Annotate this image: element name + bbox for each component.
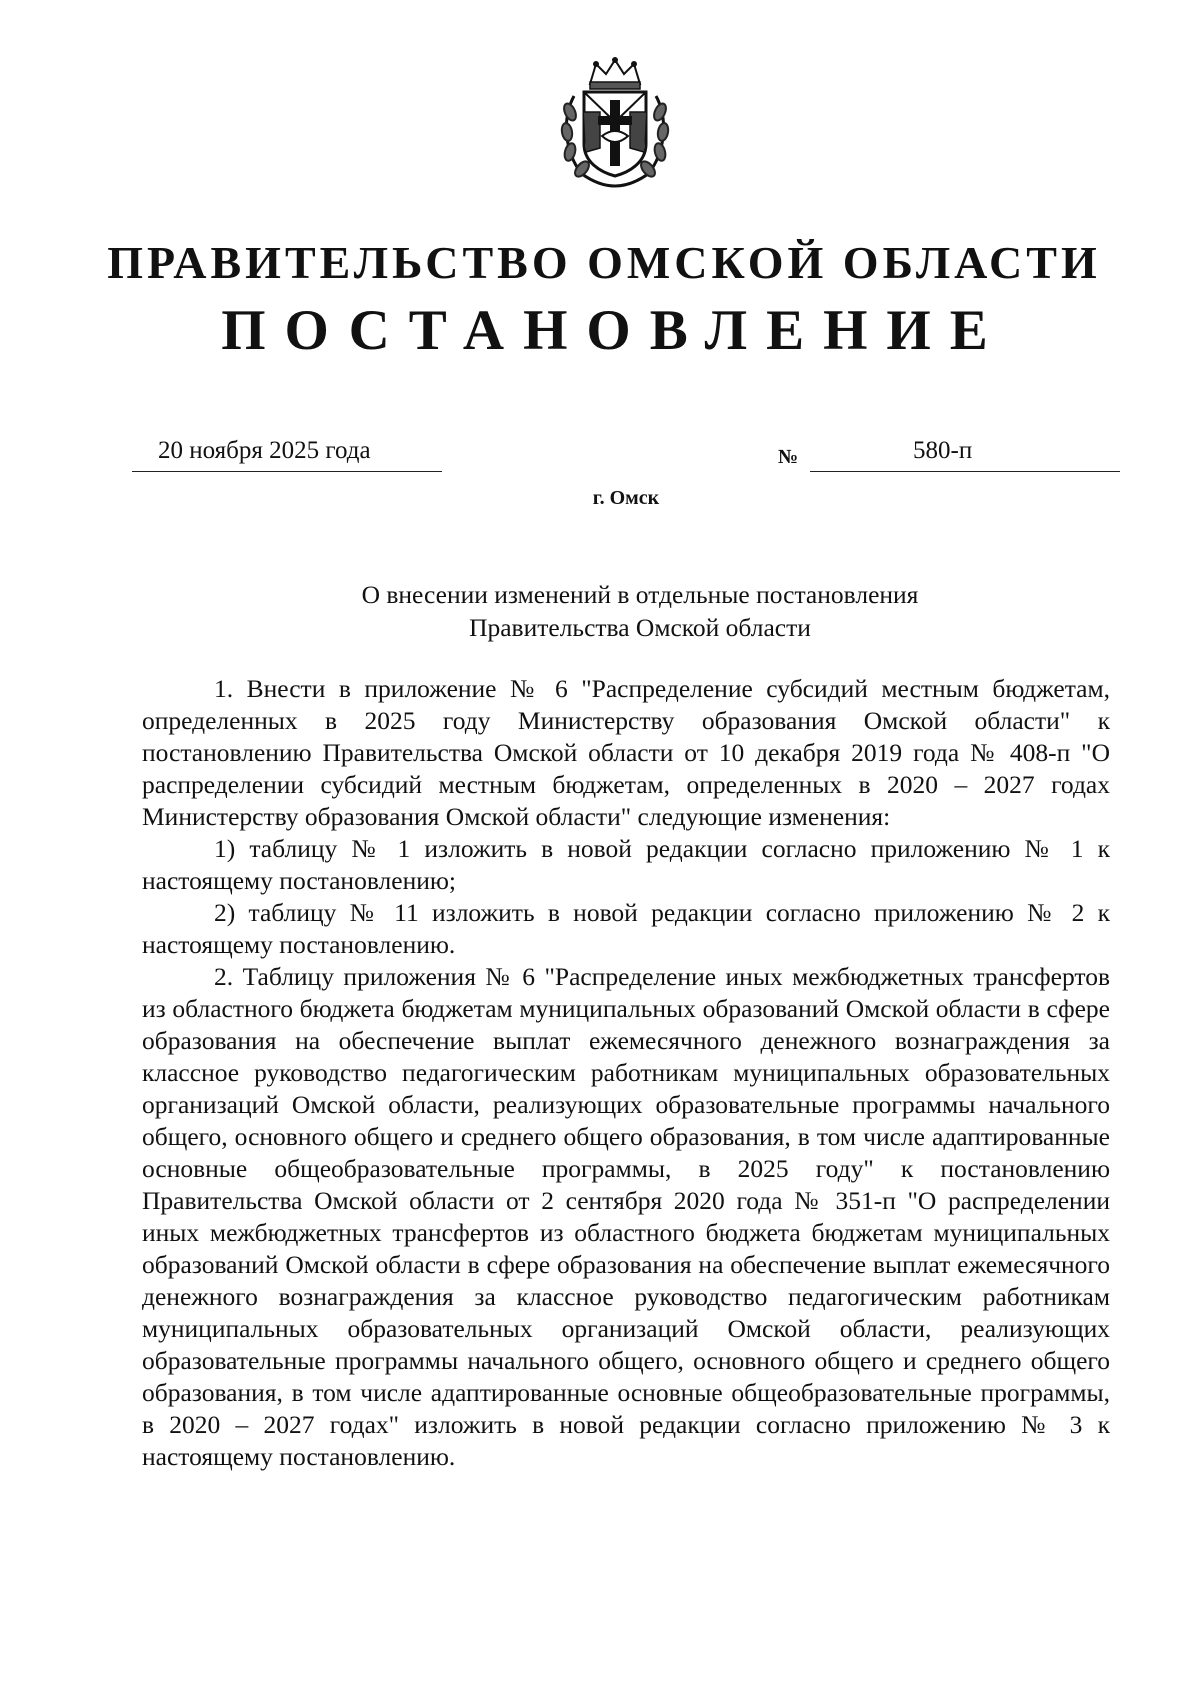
government-title: ПРАВИТЕЛЬСТВО ОМСКОЙ ОБЛАСТИ bbox=[107, 237, 1101, 288]
subject-line: Правительства Омской области bbox=[469, 613, 811, 642]
omsk-coat-of-arms-icon bbox=[556, 56, 674, 188]
date-field bbox=[132, 437, 442, 472]
decree-number: 580-п bbox=[913, 437, 973, 464]
document-type-title: ПОСТАНОВЛЕНИЕ bbox=[221, 299, 1007, 362]
body-paragraph: 2. Таблицу приложения № 6 "Распределение иных межбюджетных трансфертов из областного бюджета бюджетам муниципальных образований Омской области в сфере образования на обеспечение выплат ежемесячного денежного вознаграждения за классное руководство педагогическим работникам муниципальных образовательных организаций Омской области, реализующих образовательные программы начального общего, основного общего и среднего общего образования, в том числе адаптированные основные общеобразовательные программы, в 2025 году" к постановлению Правительства Омской области от 2 сентября 2020 года № 351-п "О распределении иных межбюджетных трансфертов из областного бюджета бюджетам муниципальных образований Омской области в сфере образования на обеспечение выплат ежемесячного денежного вознаграждения за классное руководство педагогическим работникам муниципальных образовательных организаций Омской области, реализующих образовательные программы начального общего, основного общего и среднего общего образования, в том числе адаптированные основные общеобразовательные программы, в 2020 – 2027 годах" изложить в новой редакции согласно приложению № 3 к настоящему постановлению. bbox=[142, 962, 1110, 1471]
body-paragraph: 1) таблицу № 1 изложить в новой редакции согласно приложению № 1 к настоящему постановлению; bbox=[142, 834, 1110, 895]
body-paragraph: 1. Внести в приложение № 6 "Распределение субсидий местным бюджетам, определенных в 2025 году Министерству образования Омской области" к постановлению Правительства Омской области от 10 декабря 2019 года № 408-п "О распределении субсидий местным бюджетам, определенных в 2020 – 2027 годах Министерству образования Омской области" следующие изменения: bbox=[142, 674, 1110, 831]
body-paragraph: 2) таблицу № 11 изложить в новой редакции согласно приложению № 2 к настоящему постановлению. bbox=[142, 898, 1110, 959]
subject-line: О внесении изменений в отдельные постановления bbox=[361, 580, 919, 609]
number-field bbox=[810, 437, 1120, 472]
number-label: № bbox=[778, 446, 799, 468]
decree-subject bbox=[240, 578, 1040, 644]
decree-date: 20 ноября 2025 года bbox=[158, 437, 371, 464]
decree-body bbox=[142, 673, 1110, 1473]
city-label: г. Омск bbox=[592, 487, 660, 509]
